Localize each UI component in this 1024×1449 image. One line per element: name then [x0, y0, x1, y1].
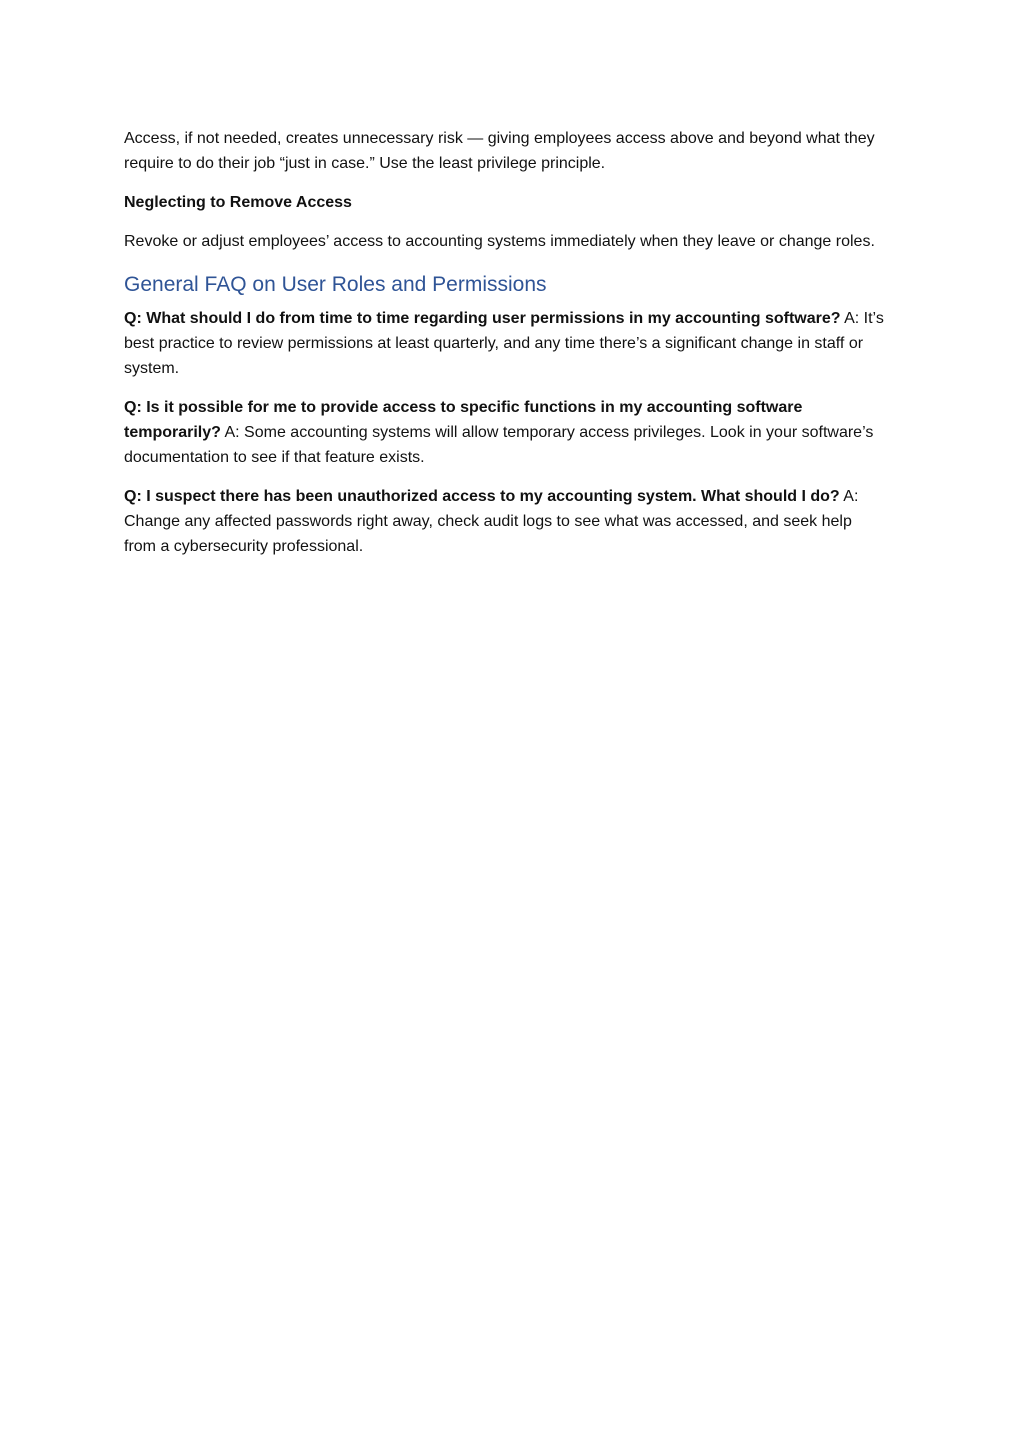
faq-answer: A: Some accounting systems will allow temporary access privileges. Look in your software’s documentation to see if that feature exists.	[124, 424, 874, 466]
document-page	[124, 126, 888, 573]
intro-paragraph: Access, if not needed, creates unnecessary risk — giving employees access above and beyond what they require to do their job “just in case.” Use the least privilege principle.	[124, 130, 875, 172]
faq-question: Q: I suspect there has been unauthorized access to my accounting system. What should I do?	[124, 488, 840, 505]
neglect-paragraph: Revoke or adjust employees’ access to accounting systems immediately when they leave or change roles.	[124, 233, 875, 250]
faq-answer: A: Change any affected passwords right away, check audit logs to see what was accessed, and seek help from a cybersecurity professional.	[124, 488, 859, 555]
faq-question: Q: Is it possible for me to provide access to specific functions in my accounting software temporarily?	[124, 399, 803, 441]
faq-item	[124, 395, 888, 470]
neglect-heading: Neglecting to Remove Access	[124, 194, 352, 211]
faq-answer: A: It’s best practice to review permissions at least quarterly, and any time there’s a significant change in staff or system.	[124, 310, 884, 377]
faq-question: Q: What should I do from time to time regarding user permissions in my accounting software?	[124, 310, 841, 327]
faq-item	[124, 306, 888, 381]
faq-item	[124, 484, 888, 559]
faq-heading: General FAQ on User Roles and Permissions	[124, 273, 547, 296]
